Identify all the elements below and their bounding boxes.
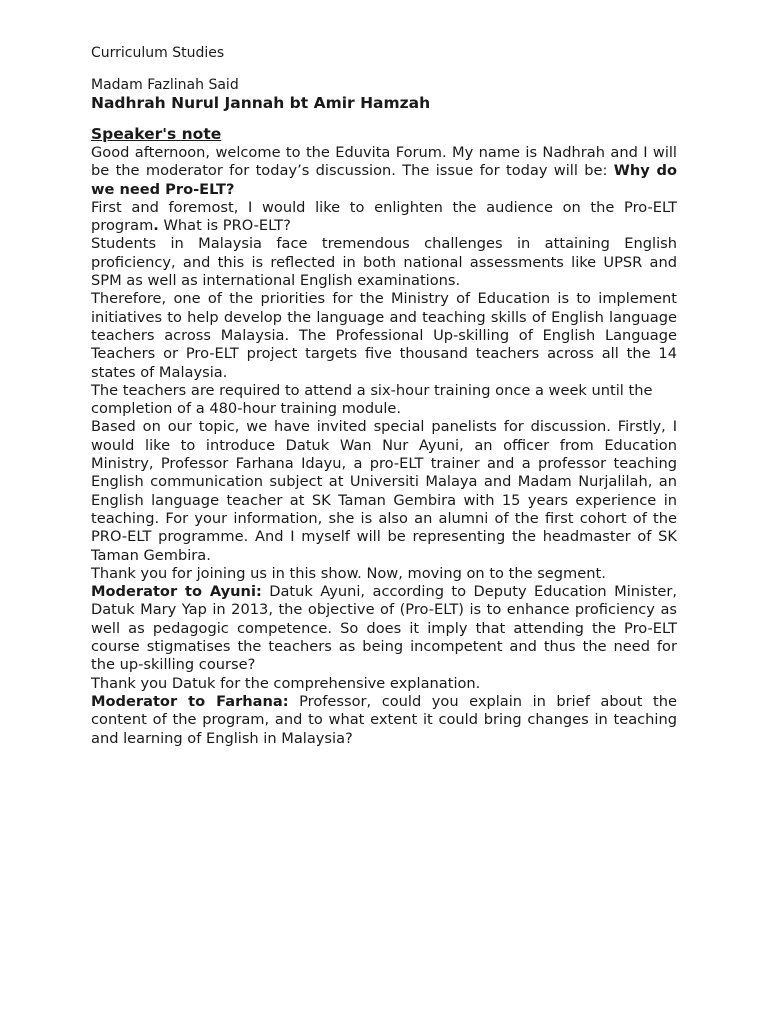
question-farhana xyxy=(91,693,677,748)
section-title: Speaker's note xyxy=(91,125,222,143)
paragraph-panelists: Based on our topic, we have invited special panelists for discussion. Firstly, I would like to introduce Datuk Wan Nur Ayuni, an officer from Education Ministry, Professor Farhana Idayu, a pro-ELT trainer and a professor teaching English communication subject at Universiti Malaya and Madam Nurjalilah, an English language teacher at SK Taman Gembira with 15 years experience in teaching. For your information, she is also an alumni of the first cohort of the PRO-ELT programme. And I myself will be representing the headmaster of SK Taman Gembira. xyxy=(91,418,677,564)
paragraph-training: The teachers are required to attend a six-hour training once a week until the completion of a 480-hour training module. xyxy=(91,381,653,418)
paragraph-introduction xyxy=(91,199,677,236)
author-name: Nadhrah Nurul Jannah bt Amir Hamzah xyxy=(91,94,431,112)
paragraph-welcome xyxy=(91,144,677,199)
course-name: Curriculum Studies xyxy=(91,45,225,61)
paragraph-thanks-datuk: Thank you Datuk for the comprehensive explanation. xyxy=(91,674,481,692)
paragraph-introduction-text: First and foremost, I would like to enlighten the audience on the Pro-ELT program xyxy=(91,198,677,235)
paragraph-introduction-period: . xyxy=(153,217,159,235)
paragraph-welcome-text: Good afternoon, welcome to the Eduvita Forum. My name is Nadhrah and I will be the moderator for today’s discussion. The issue for today will be: xyxy=(91,144,677,180)
lecturer-name: Madam Fazlinah Said xyxy=(91,77,239,93)
paragraph-priorities: Therefore, one of the priorities for the Ministry of Education is to implement initiatives to help develop the language and teaching skills of English language teachers across Malaysia. The Professional Up-skilling of English Language Teachers or Pro-ELT project targets five thousand teachers across all the 14 states of Malaysia. xyxy=(91,290,677,381)
question-ayuni xyxy=(91,583,677,674)
question-ayuni-label: Moderator to Ayuni: xyxy=(91,583,262,601)
document-page xyxy=(91,44,677,748)
question-farhana-label: Moderator to Farhana: xyxy=(91,692,289,710)
paragraph-welcome-question: Why do we need Pro-ELT? xyxy=(91,162,677,198)
question-farhana-text: Professor, could you explain in brief about the content of the program, and to what extent it could bring changes in teaching and learning of English in Malaysia? xyxy=(91,692,677,747)
paragraph-introduction-question: What is PRO-ELT? xyxy=(158,217,291,235)
paragraph-challenges: Students in Malaysia face tremendous challenges in attaining English proficiency, and this is reflected in both national assessments like UPSR and SPM as well as international English examinations. xyxy=(91,235,677,290)
question-ayuni-text: Datuk Ayuni, according to Deputy Education Minister, Datuk Mary Yap in 2013, the objective of (Pro-ELT) is to enhance proficiency as well as pedagogic competence. So does it imply that attending the Pro-ELT course stigmatises the teachers as being incompetent and thus the need for the up-skilling course? xyxy=(91,583,677,674)
paragraph-thanks: Thank you for joining us in this show. Now, moving on to the segment. xyxy=(91,564,606,582)
